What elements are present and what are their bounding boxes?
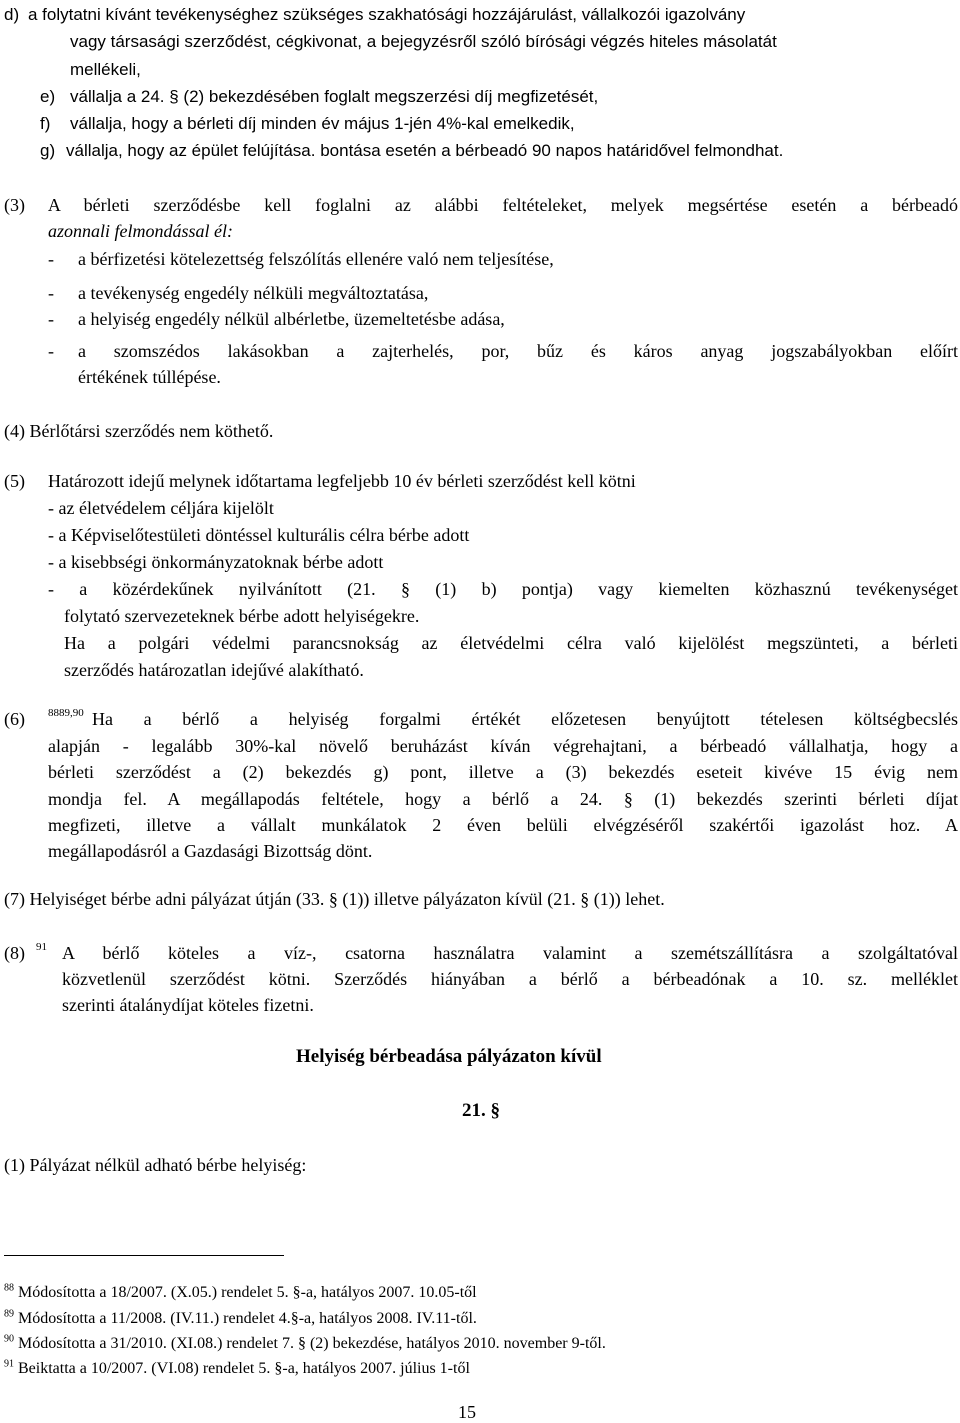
footnote-number: 91 xyxy=(4,1358,14,1370)
paragraph-line: alapján - legalább 30%-kal növelő beruházást kíván végrehajtani, a bérbeadó vállalhatja, hogy a xyxy=(48,736,958,756)
paragraph-number: (5) xyxy=(4,471,25,491)
list-item: vállalja a 24. § (2) bekezdésében foglalt megszerzési díj megfizetését, xyxy=(70,87,599,106)
list-item: - a kisebbségi önkormányzatoknak bérbe adott xyxy=(48,552,384,572)
list-label: f) xyxy=(40,114,51,133)
section-number: 21. § xyxy=(462,1100,500,1121)
footnote-number: 88 xyxy=(4,1282,14,1294)
list-item: - az életvédelem céljára kijelölt xyxy=(48,498,274,518)
paragraph-line: Határozott idejű melynek időtartama legfeljebb 10 év bérleti szerződést kell kötni xyxy=(48,471,636,491)
list-item: a szomszédos lakásokban a zajterhelés, por, bűz és káros anyag jogszabályokban előírt xyxy=(78,341,958,361)
footnote-number: 90 xyxy=(4,1333,14,1345)
list-label: d) xyxy=(4,5,20,24)
list-item: - a Képviselőtestületi döntéssel kulturális célra bérbe adott xyxy=(48,525,470,545)
footnote xyxy=(4,1333,606,1355)
footnote-text: Módosította a 31/2010. (XI.08.) rendelet 7. § (2) bekezdése, hatályos 2010. november 9-től. xyxy=(18,1335,606,1352)
footnote-text: Módosította a 18/2007. (X.05.) rendelet 5. §-a, hatályos 2007. 10.05-től xyxy=(18,1284,477,1301)
paragraph-4: (4) Bérlőtársi szerződés nem köthető. xyxy=(4,421,274,441)
paragraph-line: azonnali felmondással él: xyxy=(48,221,233,241)
footnote-ref: 91 xyxy=(36,941,47,953)
dash-bullet: - xyxy=(48,249,54,269)
list-item: a tevékenység engedély nélküli megváltoztatása, xyxy=(78,283,429,303)
list-item-cont: folytató szervezeteknek bérbe adott helyiségekre. xyxy=(64,606,420,626)
footnote-text: Módosította a 11/2008. (IV.11.) rendelet 4.§-a, hatályos 2008. IV.11-től. xyxy=(18,1310,477,1327)
list-item: a helyiség engedély nélkül albérletbe, üzemeltetésbe adása, xyxy=(78,309,505,329)
list-item: vállalja, hogy az épület felújítása. bontása esetén a bérbeadó 90 napos határidővel felmondhat. xyxy=(66,141,784,160)
paragraph-line: szerződés határozatlan idejűvé alakítható. xyxy=(64,660,364,680)
footnote xyxy=(4,1282,477,1304)
paragraph-line: A bérlő köteles a víz-, csatorna használatra valamint a szemétszállításra a szolgáltatóval xyxy=(62,943,958,963)
paragraph-line: (3) A bérleti szerződésbe kell foglalni az alábbi feltételeket, melyek megsértése esetén a bérbeadó xyxy=(4,195,958,215)
footnote-divider xyxy=(4,1255,284,1256)
paragraph-line: mondja fel. A megállapodás feltétele, hogy a bérlő a 24. § (1) bekezdés szerinti bérleti díjat xyxy=(48,789,958,809)
paragraph-line: bérleti szerződést a (2) bekezdés g) pont, illetve a (3) bekezdés eseteit kivéve 15 évig nem xyxy=(48,762,958,782)
dash-bullet: - xyxy=(48,341,54,361)
list-label: e) xyxy=(40,87,56,106)
paragraph-7: (7) Helyiséget bérbe adni pályázat útján (33. § (1)) illetve pályázaton kívül (21. § (1)) lehet. xyxy=(4,889,665,909)
list-item: a bérfizetési kötelezettség felszólítás ellenére való nem teljesítése, xyxy=(78,249,554,269)
paragraph-1-next: (1) Pályázat nélkül adható bérbe helyiség: xyxy=(4,1155,307,1175)
list-item-cont: értékének túllépése. xyxy=(78,367,221,387)
list-item-cont: mellékeli, xyxy=(70,60,141,79)
list-item: a folytatni kívánt tevékenységhez szükséges szakhatósági hozzájárulást, vállalkozói igazolvány xyxy=(28,5,746,24)
footnote xyxy=(4,1308,477,1330)
footnote-ref: 8889,90 xyxy=(48,707,84,719)
paragraph-line: megállapodásról a Gazdasági Bizottság dönt. xyxy=(48,841,373,861)
page-number: 15 xyxy=(458,1402,476,1422)
paragraph-line: megfizeti, illetve a vállalt munkálatok 2 éven belüli elvégzéséről szakértői igazolást hoz. A xyxy=(48,815,958,835)
list-item-cont: vagy társasági szerződést, cégkivonat, a bejegyzésről szóló bírósági végzés hiteles másolatát xyxy=(70,32,777,51)
paragraph-number: (6) xyxy=(4,709,25,729)
footnote xyxy=(4,1358,470,1380)
paragraph-number: (8) xyxy=(4,943,25,963)
paragraph-line: Ha a polgári védelmi parancsnokság az életvédelmi célra való kijelölést megszünteti, a bérleti xyxy=(64,633,958,653)
dash-bullet: - xyxy=(48,309,54,329)
footnote-text: Beiktatta a 10/2007. (VI.08) rendelet 5. §-a, hatályos 2007. július 1-től xyxy=(18,1360,470,1377)
list-item: vállalja, hogy a bérleti díj minden év május 1-jén 4%-kal emelkedik, xyxy=(70,114,575,133)
dash-bullet: - xyxy=(48,283,54,303)
section-title: Helyiség bérbeadása pályázaton kívül xyxy=(296,1046,602,1067)
paragraph-line: közvetlenül szerződést kötni. Szerződés hiányában a bérlő a bérbeadónak a 10. sz. melléklet xyxy=(62,969,958,989)
list-item: - a közérdekűnek nyilvánított (21. § (1) b) pontja) vagy kiemelten közhasznú tevékenységet xyxy=(48,579,958,599)
paragraph-line: szerinti átalánydíjat köteles fizetni. xyxy=(62,995,314,1015)
paragraph-line: Ha a bérlő a helyiség forgalmi értékét előzetesen benyújtott tételesen költségbecslés xyxy=(92,709,958,729)
list-label: g) xyxy=(40,141,56,160)
footnote-number: 89 xyxy=(4,1308,14,1320)
